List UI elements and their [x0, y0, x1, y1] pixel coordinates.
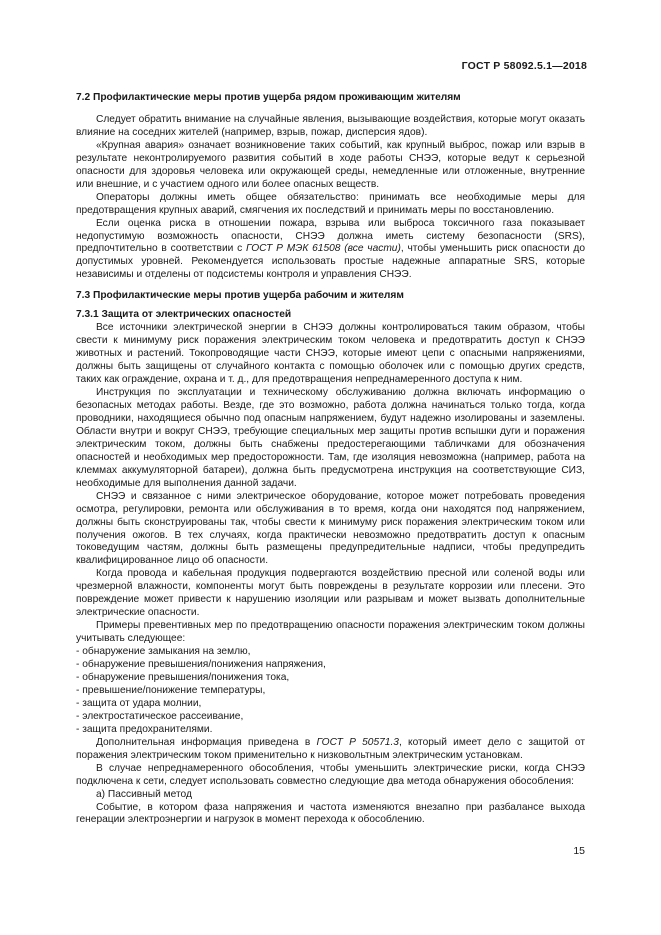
standard-reference: ГОСТ Р МЭК 61508 (все части) [246, 243, 401, 255]
paragraph: Событие, в котором фаза напряжения и частота изменяются внезапно при разбалансе выхода генерации электроэнергии и нагрузок в момент перехода к обособлению. [76, 801, 585, 826]
section-7-3-heading: 7.3 Профилактические меры против ущерба рабочим и жителям [76, 290, 404, 302]
paragraph: Все источники электрической энергии в СНЭЭ должны контролироваться таким образом, чтобы свести к минимуму риск поражения электрическим током человека и предотвратить доступ к СНЭЭ животных и растений. Токопроводящие части СНЭЭ, которые имеют цепи с опасными напряжениями, должны быть защищены от случайного контакта с помощью оболочек или с помощью других средств, таких как ограждение, охрана и т. д., для предотвращения непреднамеренного доступа к ним. [76, 322, 585, 386]
paragraph: Когда провода и кабельная продукция подвергаются воздействию пресной или соленой воды или чрезмерной влажности, компоненты могут быть повреждены в результате коррозии или плесени. Это повреждение может привести к нарушению изоляции или разрывам и может вызвать дополнительные электрические опасности. [76, 568, 585, 619]
paragraph [76, 737, 585, 763]
paragraph: а) Пассивный метод [96, 788, 192, 800]
paragraph: СНЭЭ и связанное с ними электрическое оборудование, которое может потребовать проведения осмотра, регулировки, ремонта или обслуживания в то время, когда они находятся под напряжением, должны быть сконструированы так, чтобы свести к минимуму риск поражения электрическим током или получения ожогов. В тех случаях, когда практически невозможно предотвратить доступ к опасным токоведущим частям, должны быть размещены предупредительные надписи, чтобы предупредить квалифицированное лицо об опасности. [76, 490, 585, 567]
paragraph: Следует обратить внимание на случайные явления, вызывающие воздействия, которые могут оказать влияние на соседних жителей (например, взрыв, пожар, дисперсия ядов). [76, 113, 585, 138]
list-item: - обнаружение превышения/понижения тока, [76, 671, 290, 683]
section-7-2-heading: 7.2 Профилактические меры против ущерба рядом проживающим жителям [76, 92, 461, 103]
precautions-list [76, 646, 585, 737]
list-item: - превышение/понижение температуры, [76, 684, 266, 696]
paragraph [76, 218, 585, 283]
document-body [76, 92, 585, 827]
paragraph: В случае непреднамеренного обособления, чтобы уменьшить электрические риски, когда СНЭЭ подключена к сети, следует использовать совместно следующие два метода обнаружения обособления: [76, 762, 585, 787]
list-item: - защита предохранителями. [76, 723, 213, 735]
page-number: 15 [573, 845, 585, 857]
subsection-7-3-1-heading [76, 309, 585, 322]
list-item: - электростатическое рассеивание, [76, 710, 244, 722]
list-item: - обнаружение замыкания на землю, [76, 646, 251, 658]
text-fragment: , который имеет дело с защитой от поражения электрическим током применительно к низковольтным электрическим установкам. [76, 736, 586, 761]
paragraph: «Крупная авария» означает возникновение таких событий, как крупный выброс, пожар или взрыв в результате неконтролируемого развития событий в ходе работы СНЭЭ, которые ведут к серьезной опасности для здоровья человека или окружающей среды, немедленные или отложенные, внутренние или внешние, и с участием одного или более опасных веществ. [76, 139, 585, 190]
document-header: ГОСТ Р 58092.5.1—2018 [461, 60, 587, 72]
paragraph: Операторы должны иметь общее обязательство: принимать все необходимые меры для предотвращения крупных аварий, смягчения их последствий и принимать меры по восстановлению. [76, 191, 585, 216]
subsection-title: 7.3.1 Защита от электрических опасностей [76, 309, 292, 321]
text-fragment: Дополнительная информация приведена в [96, 736, 317, 748]
paragraph: Инструкция по эксплуатации и техническому обслуживанию должна включать информацию о безопасных методах работы. Везде, где это возможно, работа должна начинаться только тогда, когда проводники, находящиеся обычно под опасным напряжением, будут надежно изолированы и заземлены. Области внутри и вокруг СНЭЭ, требующие специальных мер защиты против вспышки дуги и поражения электрическим током, должны быть снабжены предостерегающими табличками для обозначения опасностей и необходимых мер предосторожности. Там, где изоляция невозможна (например, работа на клеммах аккумуляторной батареи), должна быть предусмотрена инструкция на соответствующие СИЗ, необходимые для выполнения данной задачи. [76, 387, 585, 489]
paragraph: Примеры превентивных мер по предотвращению опасности поражения электрическим током должны учитывать следующее: [76, 620, 585, 645]
standard-reference: ГОСТ Р 50571.3 [316, 736, 399, 748]
list-item: - обнаружение превышения/понижения напряжения, [76, 659, 326, 671]
list-item: - защита от удара молнии, [76, 697, 202, 709]
text-fragment: Если оценка риска в отношении пожара, взрыва или выброса токсичного газа показывает недопустимую возможность опасности, СНЭЭ должна иметь систему безопасности (SRS), предпочтительно в соответствии с [76, 217, 585, 255]
text-fragment: , чтобы уменьшить риск опасности до допустимых уровней. Рекомендуется использовать простые надежные аппаратные SRS, которые независимы и отделены от подсистемы контроля и управления СНЭЭ. [76, 243, 585, 281]
